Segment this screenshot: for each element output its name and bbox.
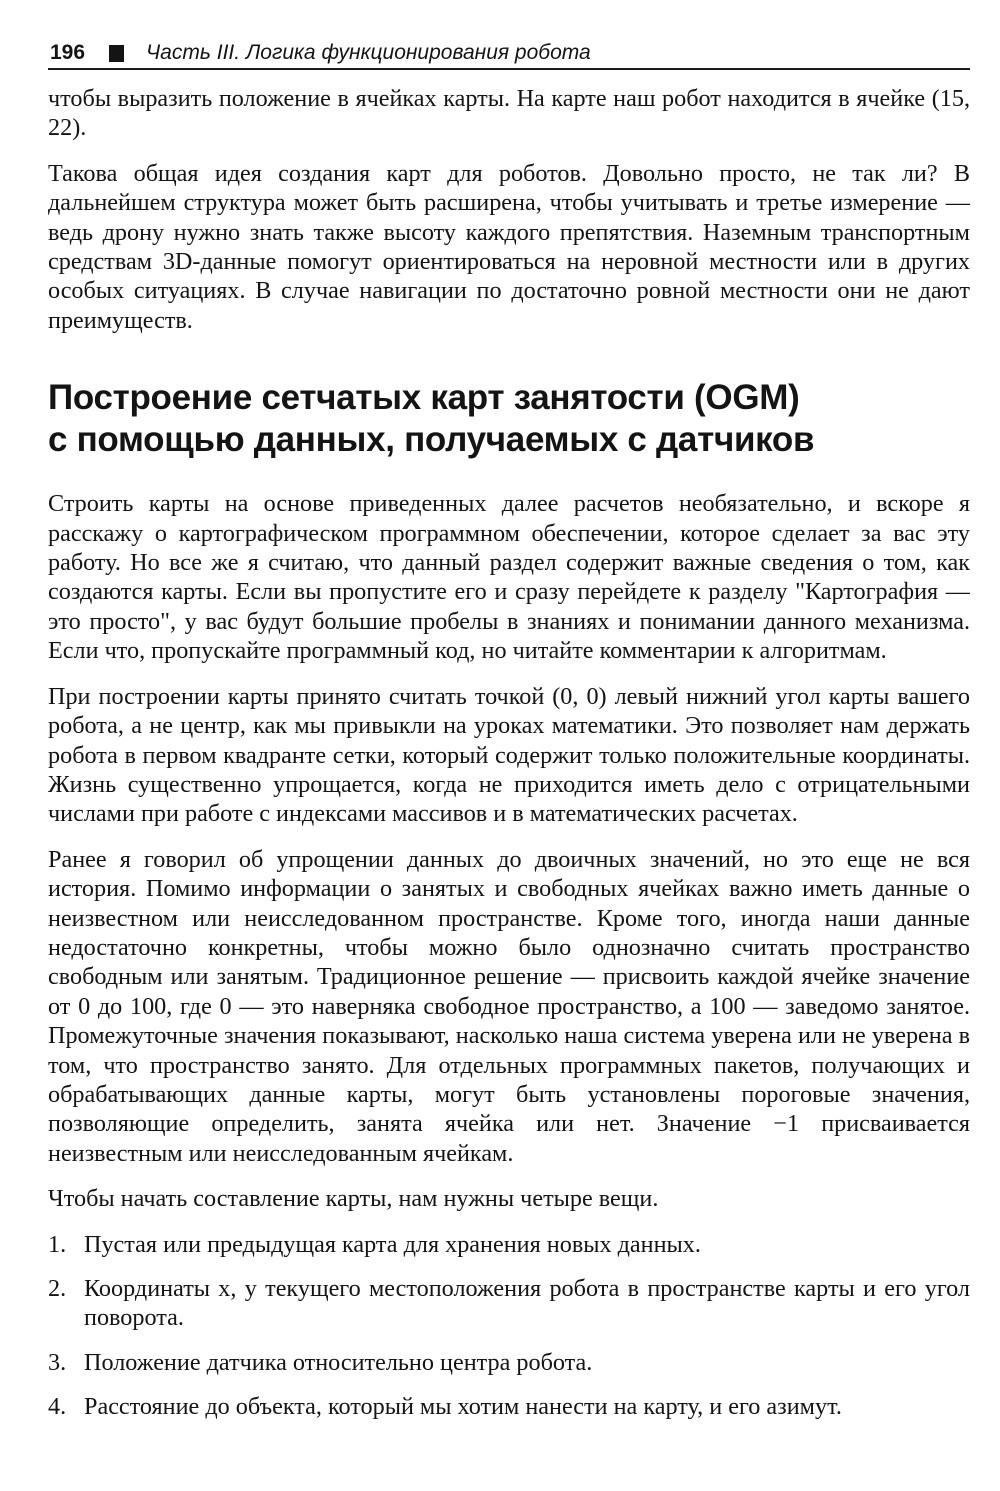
paragraph: Ранее я говорил об упрощении данных до двоичных значений, но это еще не вся история. Помимо информации о занятых и свободных ячейках важно иметь данные о неизвестном или неисследованном пространстве. Кроме того, иногда наши данные недостаточно конкретны, чтобы можно было однозначно считать пространство свободным или занятым. Традиционное решение — присвоить каждой ячейке значение от 0 до 100, где 0 — это наверняка свободное пространство, а 100 — заведомо занятое. Промежуточные значения показывают, насколько наша система уверена или не уверена в том, что пространство занято. Для отдельных программных пакетов, получающих и обрабатывающих данные карты, могут быть установлены пороговые значения, позволяющие определить, занята ячейка или нет. Значение −1 присваивается неизвестным или неисследованным ячейкам. [48, 845, 970, 1167]
list-item [48, 1230, 970, 1259]
paragraph: Чтобы начать составление карты, нам нужны четыре вещи. [48, 1185, 659, 1213]
section-heading [48, 377, 970, 461]
paragraph-continuation: чтобы выразить положение в ячейках карты. На карте наш робот находится в ячейке (15, 22). [48, 85, 970, 142]
running-header [48, 38, 970, 70]
page-number: 196 [50, 41, 86, 64]
list-item [48, 1274, 970, 1333]
list-item-text: Пустая или предыдущая карта для хранения новых данных. [84, 1230, 701, 1258]
list-item-text: Положение датчика относительно центра робота. [84, 1348, 593, 1376]
paragraph: Строить карты на основе приведенных далее расчетов необязательно, и вскоре я расскажу о картографическом программном обеспечении, которое сделает за вас эту работу. Но все же я считаю, что данный раздел содержит важные сведения о том, как создаются карты. Если вы пропустите его и сразу перейдете к разделу "Картография — это просто", у вас будут большие пробелы в знаниях и понимании данного механизма. Если что, пропускайте программный код, но читайте комментарии к алгоритмам. [48, 490, 970, 665]
section-heading-line-2: с помощью данных, получаемых с датчиков [48, 420, 815, 460]
list-item-number: 4. [48, 1393, 67, 1421]
page-content [48, 84, 970, 1437]
paragraph: При построении карты принято считать точкой (0, 0) левый нижний угол карты вашего робота, а не центр, как мы привыкли на уроках математики. Это позволяет нам держать робота в первом квадранте сетки, который содержит только положительные координаты. Жизнь существенно упрощается, когда не приходится иметь дело с отрицательными числами при работе с индексами массивов и в математических расчетах. [48, 682, 970, 828]
list-item [48, 1392, 970, 1421]
square-marker-icon [109, 45, 124, 62]
chapter-title: Часть III. Логика функционирования робота [146, 41, 591, 64]
list-item-number: 2. [48, 1275, 67, 1302]
requirements-list [48, 1230, 970, 1422]
list-item-number: 1. [48, 1230, 67, 1258]
list-item [48, 1348, 970, 1377]
list-item-text: Расстояние до объекта, который мы хотим нанести на карту, и его азимут. [84, 1393, 842, 1421]
list-item-text: Координаты x, y текущего местоположения робота в пространстве карты и его угол поворота. [84, 1275, 970, 1332]
list-item-number: 3. [48, 1348, 67, 1376]
section-heading-line-1: Построение сетчатых карт занятости (OGM) [48, 378, 800, 418]
paragraph: Такова общая идея создания карт для роботов. Довольно просто, не так ли? В дальнейшем структура может быть расширена, чтобы учитывать и третье измерение — ведь дрону нужно знать также высоту каждого препятствия. Наземным транспортным средствам 3D-данные помогут ориентироваться на неровной местности или в других особых ситуациях. В случае навигации по достаточно ровной местности они не дают преимуществ. [48, 159, 970, 334]
book-page [48, 0, 978, 1491]
